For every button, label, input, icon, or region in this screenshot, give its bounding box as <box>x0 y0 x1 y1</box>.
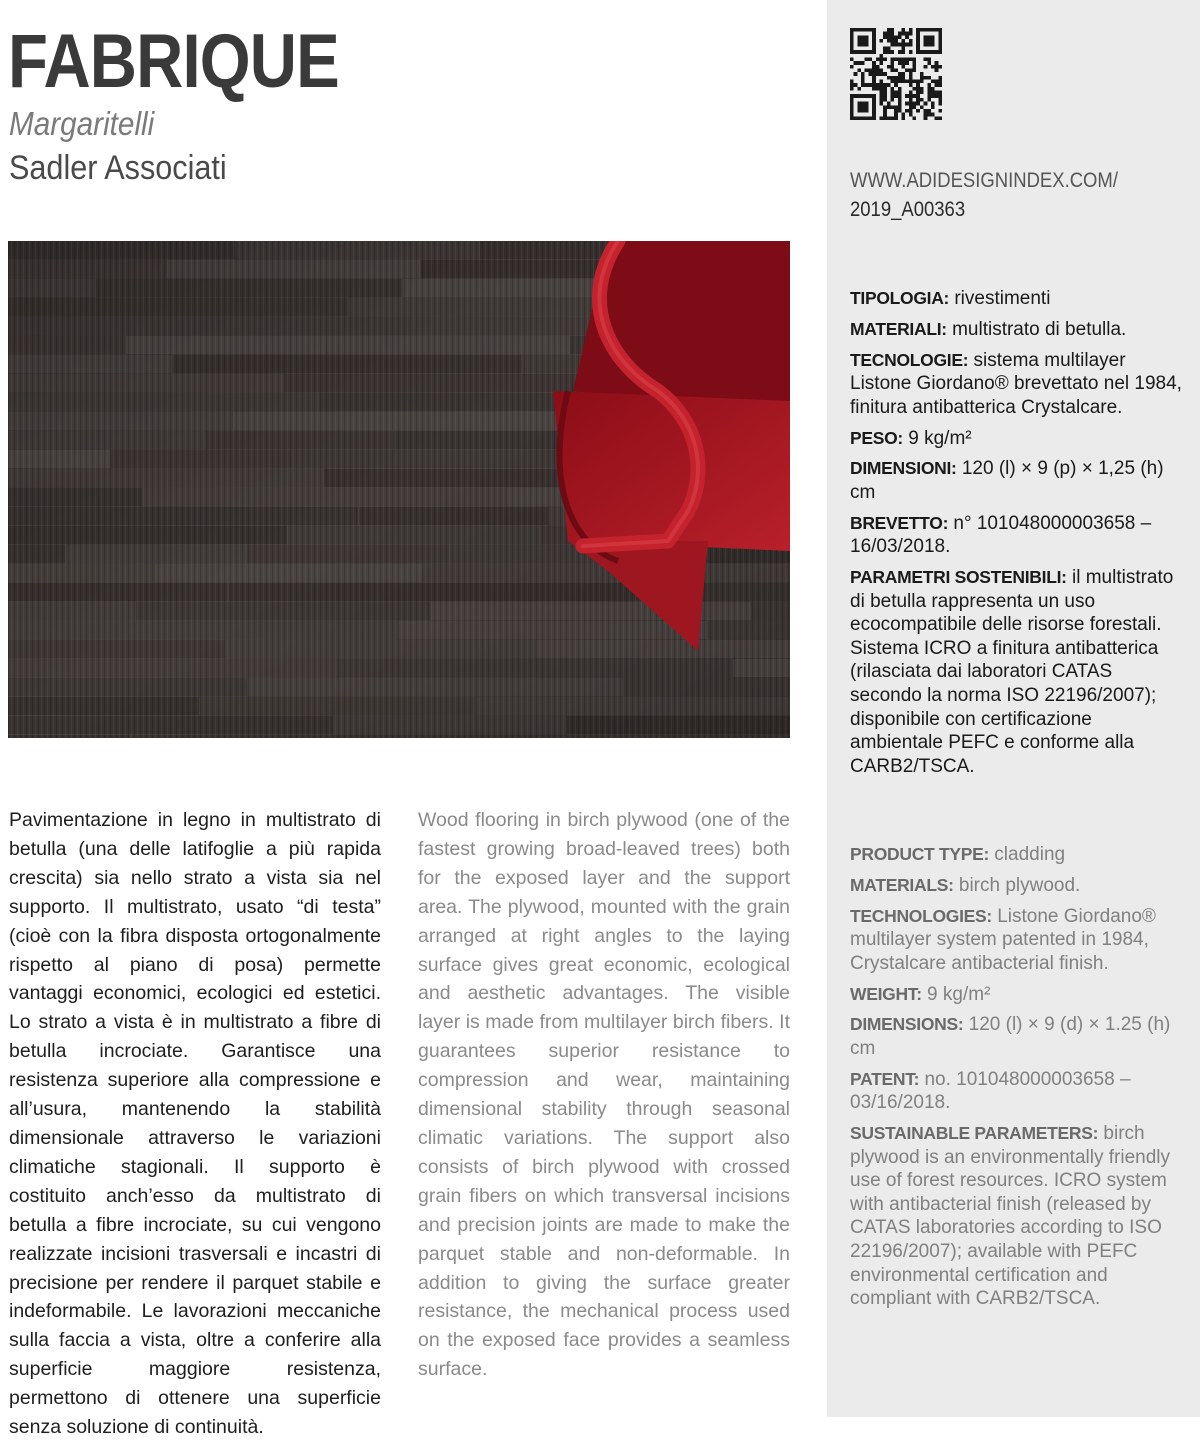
spec-technologies: TECHNOLOGIES: Listone Giordano® multilayer system patented in 1984, Crystalcare antibacterial finish. <box>850 905 1156 974</box>
spec-brevetto: BREVETTO: n° 101048000003658 – 16/03/2018. <box>850 512 1152 558</box>
spec-materiali: MATERIALI: multistrato di betulla. <box>850 318 1127 340</box>
product-title: FABRIQUE <box>8 19 339 104</box>
design-index-url <box>850 166 1118 224</box>
qr-code-icon <box>850 28 942 120</box>
description-italian: Pavimentazione in legno in multistrato di betulla (una delle latifoglie a più rapida crescita) sia nello strato a vista sia nel supporto. Il multistrato, usato “di testa” (cioè con la fibra disposta ortogonalmente rispetto al piano di posa) permette vantaggi economici, ecologici ed estetici. Lo strato a vista è in multistrato a fibre di betulla incrociate. Garantisce una resistenza superiore alla compressione e all’usura, mantenendo la stabilità dimensionale attraverso le variazioni climatiche stagionali. Il supporto è costituito anch’esso da multistrato di betulla a fibre incrociate, su cui vengono realizzate incisioni trasversali e incastri di precisione per rendere il parquet stabile e indeformabile. Le lavorazioni meccaniche sulla faccia a vista, oltre a conferire alla superficie maggiore resistenza, permettono di ottenere una superficie senza soluzione di continuità. <box>9 809 381 1439</box>
company-name: Margaritelli <box>9 105 155 142</box>
description-english: Wood flooring in birch plywood (one of the fastest growing broad-leaved trees) both for the exposed layer and the support area. The plywood, mounted with the grain arranged at right angles to the laying surface gives great economic, ecological and aesthetic advantages. The visible layer is made from multilayer birch fibers. It guarantees superior resistance to compression and wear, maintaining dimensional stability through seasonal climatic variations. The support also consists of birch plywood with crossed grain fibers on which transversal incisions and precision joints are made to make the parquet stable and non-deformable. In addition to giving the surface greater resistance, the mechanical process used on the exposed face provides a seamless surface. <box>418 809 790 1381</box>
url-line-2: 2019_A00363 <box>850 198 966 221</box>
spec-tipologia: TIPOLOGIA: rivestimenti <box>850 288 1051 309</box>
spec-parametri-sostenibili: PARAMETRI SOSTENIBILI: il multistrato di betulla rappresenta un uso ecocompatibile delle risorse forestali. Sistema ICRO a finitura antibatterica (rilasciata dai laboratori CATAS secondo la norma ISO 22196/2007); disponibile con certificazione ambientale PEFC e conforme alla CARB2/TSCA. <box>850 567 1174 777</box>
spec-materials: MATERIALS: birch plywood. <box>850 874 1081 896</box>
spec-peso: PESO: 9 kg/m² <box>850 427 972 449</box>
spec-dimensioni: DIMENSIONI: 120 (l) × 9 (p) × 1,25 (h) cm <box>850 458 1164 503</box>
specs-english <box>850 843 1185 1318</box>
spec-patent: PATENT: no. 101048000003658 – 03/16/2018. <box>850 1068 1131 1114</box>
spec-tecnologie: TECNOLOGIE: sistema multilayer Listone Giordano® brevettato nel 1984, finitura antibatterica Crystalcare. <box>850 349 1182 418</box>
spec-sustainable-parameters: SUSTAINABLE PARAMETERS: birch plywood is an environmentally friendly use of forest resources. ICRO system with antibacterial finish (released by CATAS laboratories according to ISO 22196/2007); available with PEFC environmental certification and compliant with CARB2/TSCA. <box>850 1123 1170 1310</box>
specs-italian <box>850 287 1185 786</box>
spec-product-type: PRODUCT TYPE: cladding <box>850 844 1066 865</box>
designer-name: Sadler Associati <box>9 149 227 187</box>
spec-weight: WEIGHT: 9 kg/m² <box>850 983 991 1005</box>
product-photo <box>8 241 790 738</box>
spec-dimensions: DIMENSIONS: 120 (l) × 9 (d) × 1.25 (h) cm <box>850 1014 1171 1059</box>
url-line-1: WWW.ADIDESIGNINDEX.COM/ <box>850 169 1118 192</box>
